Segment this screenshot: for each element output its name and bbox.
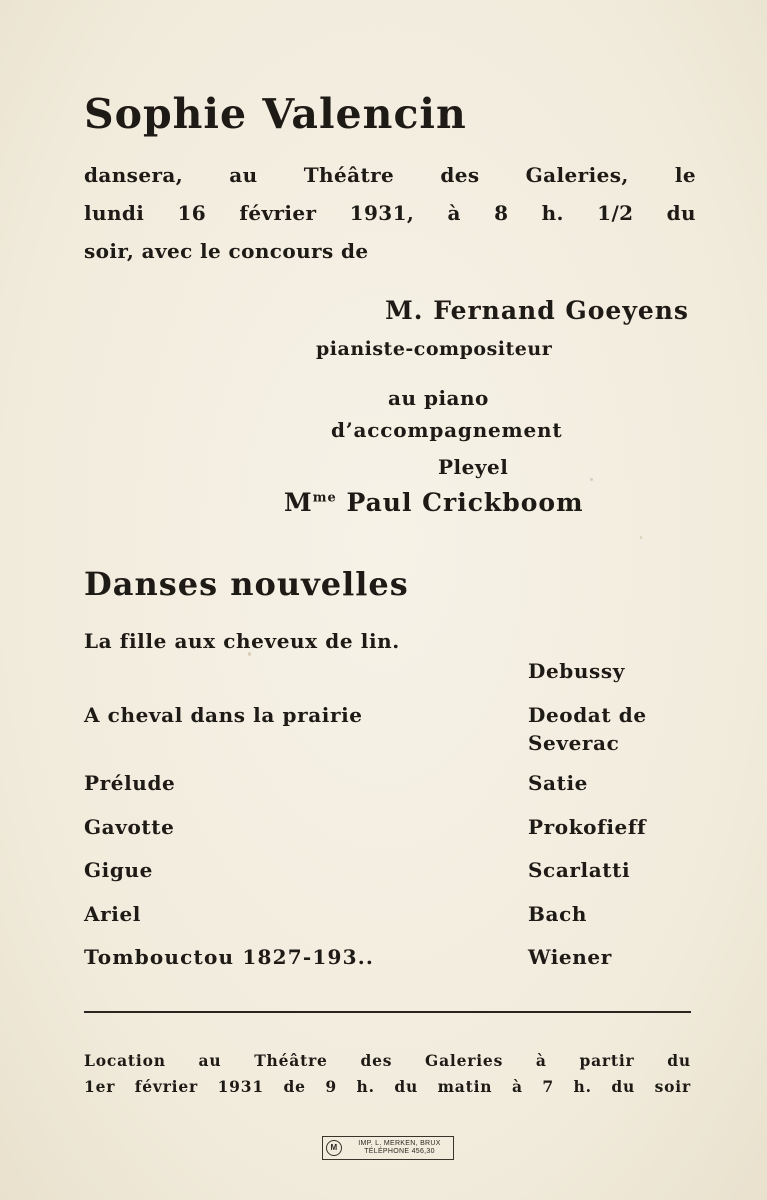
program-item-title: Ariel	[84, 902, 141, 926]
intro-line-2	[84, 194, 696, 232]
location-word: à	[511, 1077, 523, 1096]
program-item-composer: Wiener	[528, 945, 612, 969]
location-word: de	[283, 1077, 306, 1096]
location-word: partir	[579, 1051, 635, 1070]
intro-word: 16	[177, 201, 207, 225]
program-item-composer: Debussy	[528, 659, 625, 683]
intro-word: février	[239, 201, 317, 225]
program-item-composer: Deodat de Severac	[528, 703, 647, 755]
location-word: soir	[654, 1077, 691, 1096]
intro-word: dansera,	[84, 163, 184, 187]
program-item-composer: Scarlatti	[528, 858, 631, 882]
location-word: Galeries	[425, 1051, 504, 1070]
printer-imprint-text	[346, 1140, 453, 1156]
location-word: à	[535, 1051, 547, 1070]
intro-word: des	[440, 163, 480, 187]
intro-line-1	[84, 156, 696, 194]
intro-word: lundi	[84, 201, 145, 225]
intro-paragraph	[84, 156, 696, 270]
location-word: 1931	[217, 1077, 264, 1096]
accompaniment-line-1: au piano	[388, 386, 489, 410]
location-word: h.	[573, 1077, 592, 1096]
intro-word: Galeries,	[525, 163, 629, 187]
location-word: du	[667, 1051, 691, 1070]
printer-imprint	[322, 1136, 454, 1160]
location-line-2	[84, 1074, 691, 1100]
printer-logo-icon: M	[326, 1140, 342, 1156]
singer-name-line	[284, 488, 584, 517]
program-item-title: Gigue	[84, 858, 153, 882]
intro-word: soir, avec le concours de	[84, 239, 369, 263]
pianist-name: M. Fernand Goeyens	[385, 296, 689, 325]
program-heading: Danses nouvelles	[84, 565, 409, 603]
location-notice	[84, 1048, 691, 1100]
intro-word: au	[229, 163, 258, 187]
location-word: février	[134, 1077, 198, 1096]
location-word: des	[360, 1051, 393, 1070]
program-item-title: Gavotte	[84, 815, 175, 839]
program-item-composer: Prokofieff	[528, 815, 647, 839]
program-item-title: Prélude	[84, 771, 176, 795]
accompaniment-line-2: d’accompagnement	[331, 418, 563, 442]
location-word: 1er	[84, 1077, 116, 1096]
intro-word: Théâtre	[303, 163, 395, 187]
location-word: 9	[325, 1077, 337, 1096]
location-word: 7	[542, 1077, 554, 1096]
intro-word: du	[666, 201, 696, 225]
location-word: Théâtre	[254, 1051, 328, 1070]
location-word: Location	[84, 1051, 166, 1070]
singer-honorific: M	[284, 488, 313, 517]
location-line-1	[84, 1048, 691, 1074]
intro-word: à	[447, 201, 461, 225]
singer-honorific-superscript: me	[312, 490, 337, 506]
program-item-title: La fille aux cheveux de lin.	[84, 629, 400, 653]
paper-speck	[640, 536, 642, 539]
printer-name: IMP. L. MERKEN, BRUX	[358, 1140, 441, 1147]
paper-speck	[590, 478, 593, 481]
program-item-composer: Satie	[528, 771, 588, 795]
location-word: du	[611, 1077, 636, 1096]
printer-telephone: TÉLÉPHONE 456,30	[364, 1148, 435, 1155]
program-item-title: A cheval dans la prairie	[84, 703, 363, 727]
location-word: h.	[356, 1077, 375, 1096]
divider-rule	[84, 1011, 691, 1013]
intro-word: 1931,	[349, 201, 415, 225]
intro-word: le	[674, 163, 696, 187]
intro-word: h.	[541, 201, 564, 225]
accompaniment-line-3: Pleyel	[438, 455, 509, 479]
program-item-composer: Bach	[528, 902, 587, 926]
location-word: matin	[437, 1077, 493, 1096]
location-word: au	[198, 1051, 222, 1070]
singer-name: Paul Crickboom	[346, 488, 584, 517]
intro-word: 8	[494, 201, 509, 225]
intro-word: 1/2	[597, 201, 634, 225]
location-word: du	[394, 1077, 419, 1096]
pianist-role: pianiste-compositeur	[316, 338, 553, 360]
intro-line-3	[84, 232, 696, 270]
program-item-title: Tombouctou 1827-193..	[84, 945, 375, 969]
performer-name: Sophie Valencin	[84, 90, 467, 138]
